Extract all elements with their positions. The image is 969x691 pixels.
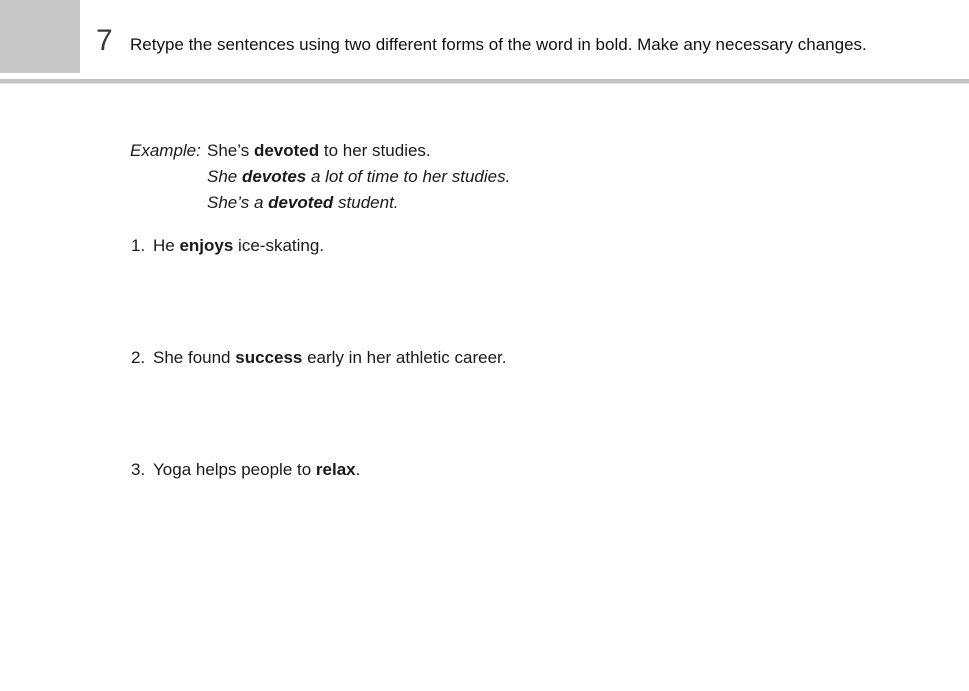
- item-bold-word: success: [235, 348, 303, 367]
- item-number: 1.: [131, 236, 146, 255]
- example-line-2-bold: devotes: [241, 167, 307, 186]
- example-line-3-before: She’s a: [207, 193, 269, 212]
- example-line-2: [207, 166, 510, 188]
- exercise-item-3: [131, 459, 360, 481]
- item-bold-word: relax: [315, 460, 356, 479]
- example-line-3: [207, 192, 399, 214]
- example-line-2-before: She: [207, 167, 242, 186]
- item-number: 3.: [131, 460, 146, 479]
- exercise-header: [0, 0, 969, 80]
- exercise-item-1: [131, 235, 324, 257]
- item-number: 2.: [131, 348, 146, 367]
- example-line-1-before: She’s: [207, 141, 254, 160]
- item-text-after: .: [355, 460, 361, 479]
- item-bold-word: enjoys: [179, 236, 234, 255]
- item-text-after: ice-skating.: [233, 236, 325, 255]
- example-line-3-bold: devoted: [268, 193, 334, 212]
- example-line-1-after: to her studies.: [319, 141, 431, 160]
- exercise-number: 7: [96, 24, 113, 57]
- item-text-before: Yoga helps people to: [153, 460, 316, 479]
- header-tab: [0, 0, 80, 73]
- exercise-item-2: [131, 347, 506, 369]
- item-text-before: He: [153, 236, 180, 255]
- example-line-1-bold: devoted: [253, 141, 320, 160]
- example-line-3-after: student.: [333, 193, 399, 212]
- item-text-after: early in her athletic career.: [302, 348, 507, 367]
- header-divider-shadow: [0, 83, 969, 84]
- item-text-before: She found: [153, 348, 236, 367]
- example-line-2-after: a lot of time to her studies.: [306, 167, 511, 186]
- example-line-1: [207, 140, 431, 162]
- example-label: Example:: [130, 141, 201, 160]
- exercise-instruction: Retype the sentences using two different forms of the word in bold. Make any necessary changes.: [130, 35, 867, 54]
